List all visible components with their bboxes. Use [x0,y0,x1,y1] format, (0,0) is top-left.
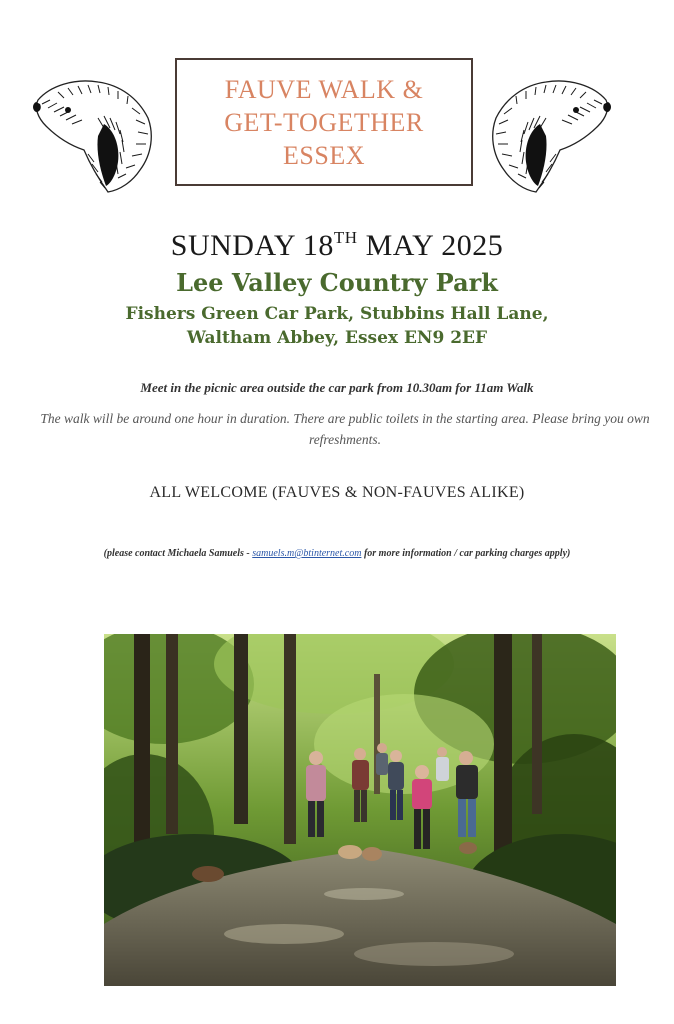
contact-email-link[interactable]: samuels.m@btinternet.com [252,548,362,559]
venue-address [60,302,614,350]
meeting-info: Meet in the picnic area outside the car park from 10.30am for 11am Walk [140,380,534,395]
event-title-box [175,58,473,186]
welcome-text: ALL WELCOME (FAUVES & NON-FAUVES ALIKE) [149,484,525,501]
title-line-2: GET-TOGETHER [224,107,424,137]
contact-prefix: (please contact Michaela Samuels - [103,548,253,559]
address-line-2: Waltham Abbey, Essex EN9 2EF [186,328,488,348]
dog-head-sketch-icon [484,58,616,196]
group-walk-photo [104,634,616,986]
date-month-year: MAY 2025 [357,229,504,262]
contact-suffix: for more information / car parking charges apply) [361,548,571,559]
date-day: SUNDAY 18 [170,229,334,262]
title-line-3: ESSEX [283,140,365,170]
contact-info [0,548,674,559]
event-date [0,228,674,263]
venue-name: Lee Valley Country Park [176,268,498,297]
address-line-1: Fishers Green Car Park, Stubbins Hall Lane, [125,304,549,324]
date-ordinal: TH [333,228,358,247]
title-line-1: FAUVE WALK & [224,74,424,104]
dog-head-sketch-icon [28,58,160,196]
walk-duration-info: The walk will be around one hour in duration. There are public toilets in the starting area. Please bring you own refreshments. [40,411,650,447]
